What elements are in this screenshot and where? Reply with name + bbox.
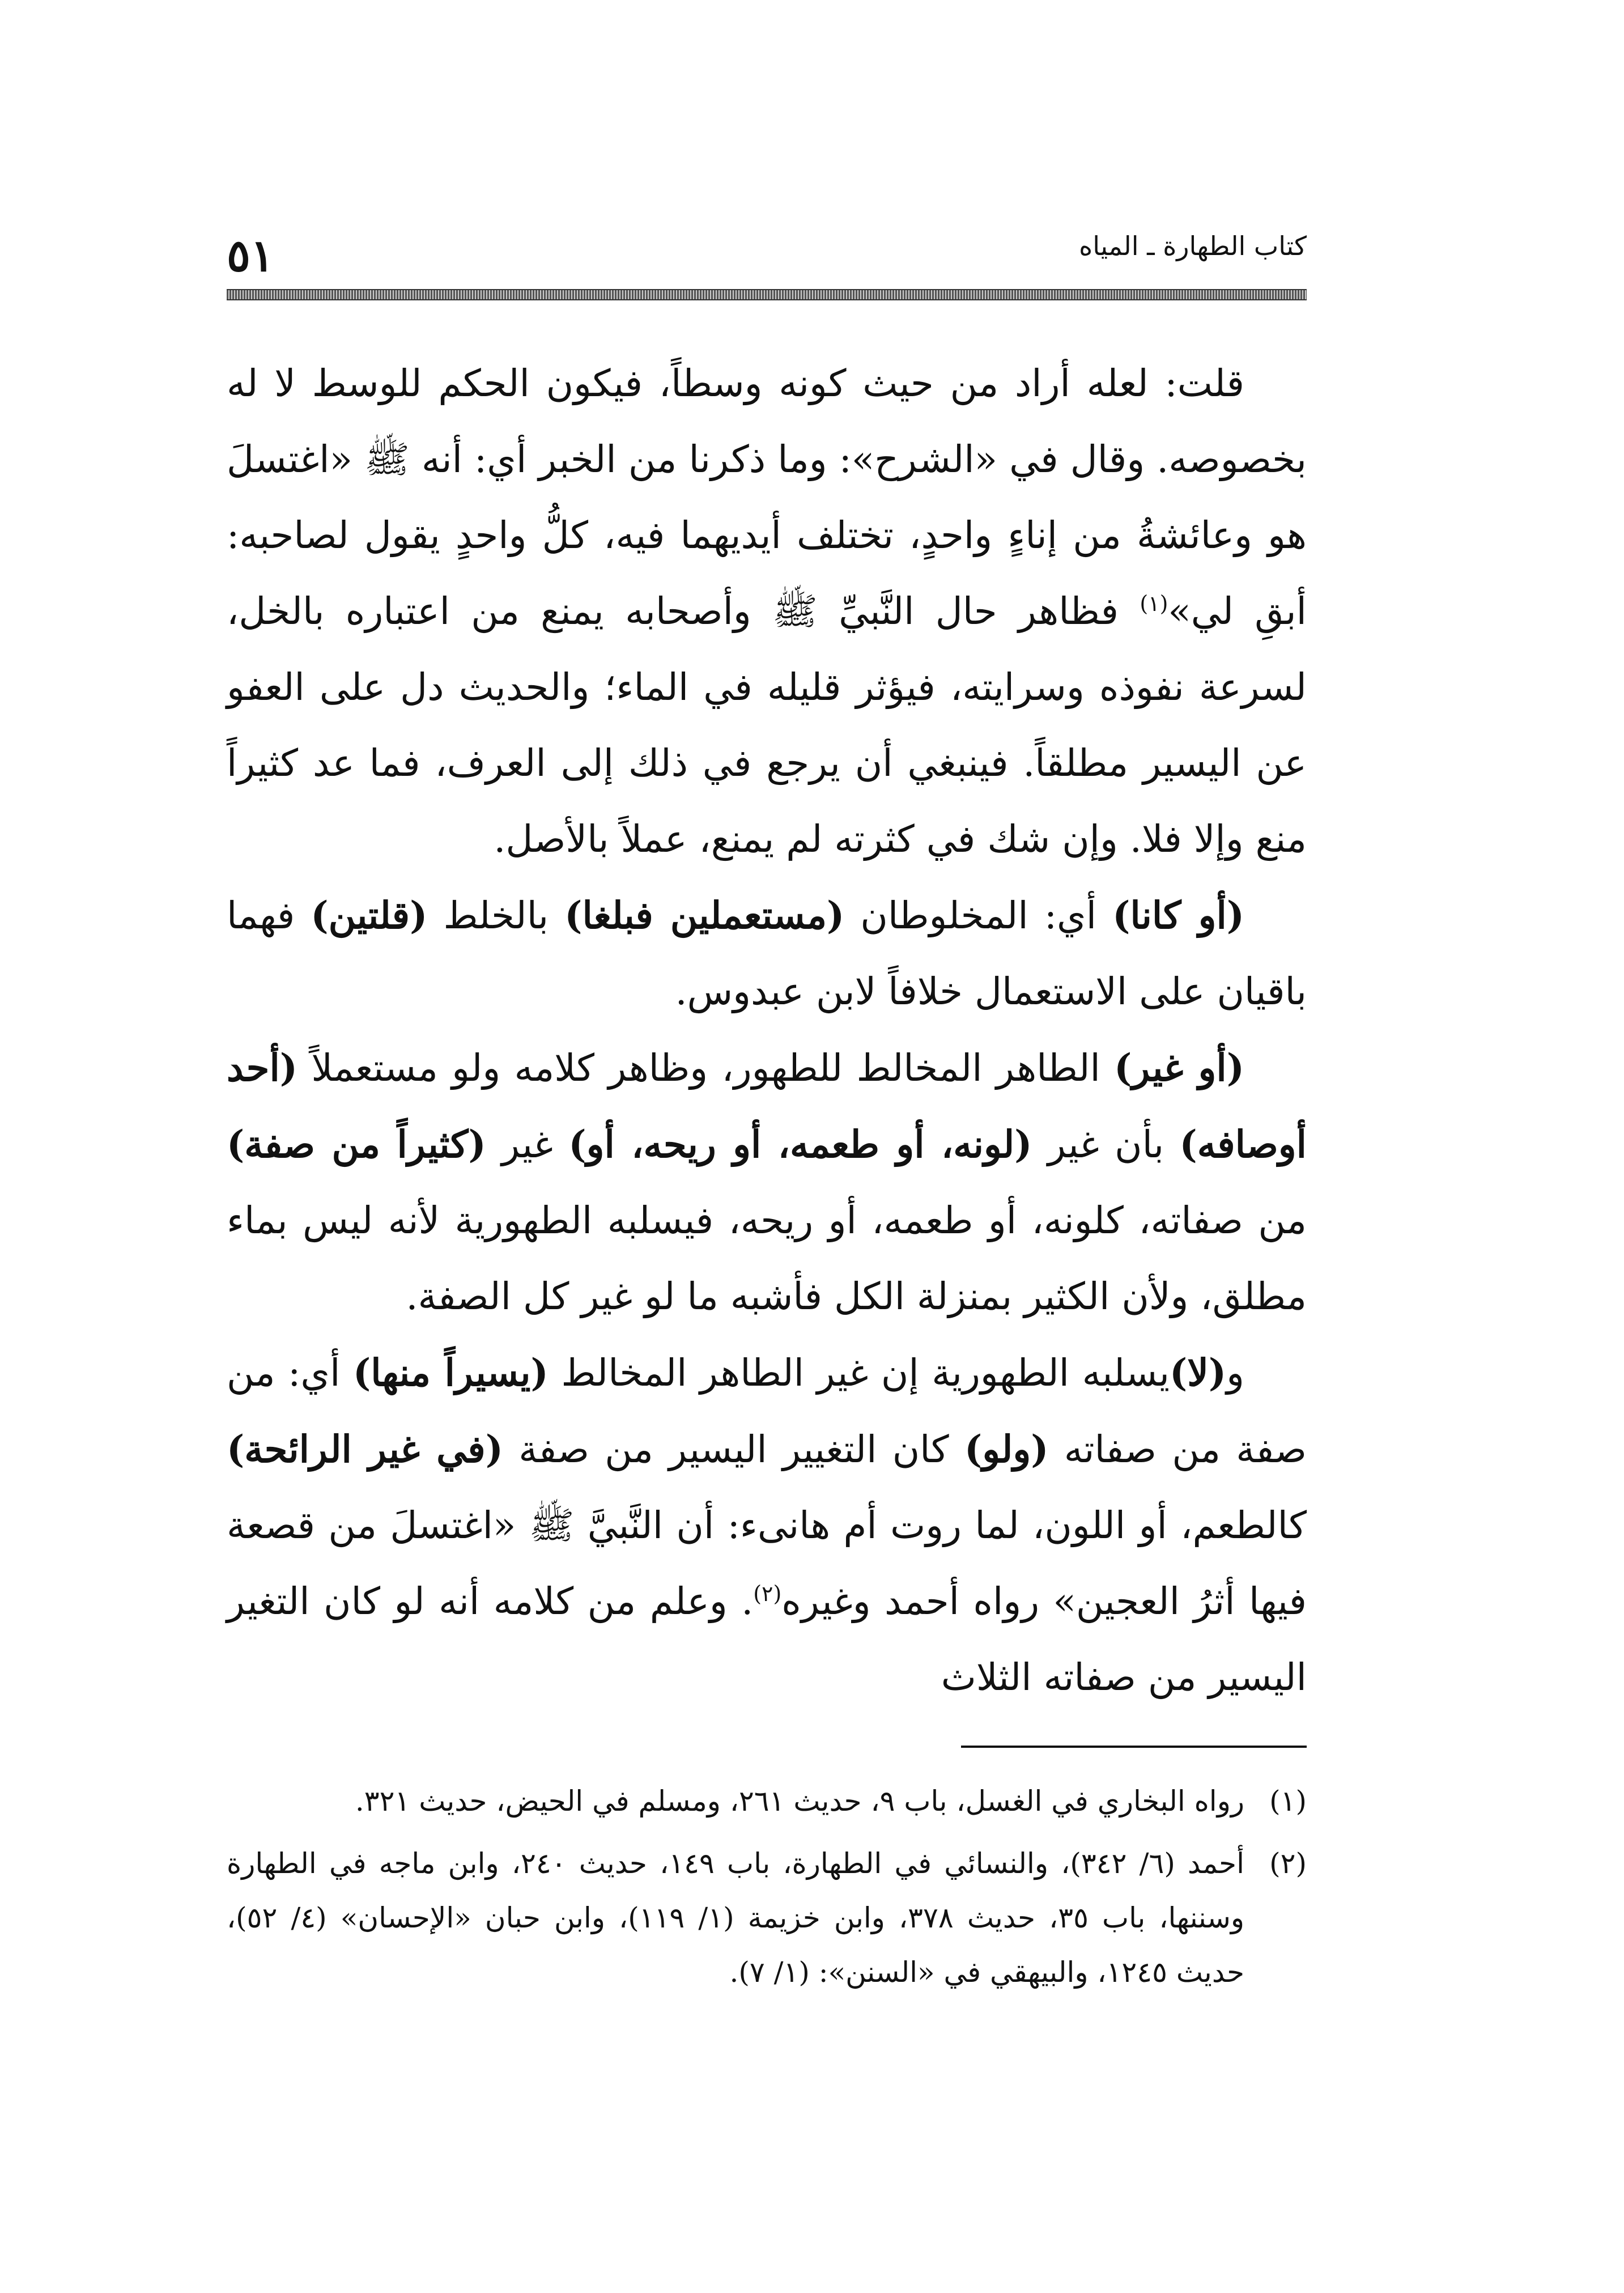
footnotes <box>227 1774 1307 2007</box>
text-run: بالخلط <box>427 894 565 937</box>
main-text <box>227 346 1307 1715</box>
matn-term: (لا) <box>1170 1351 1227 1395</box>
text-run: الطاهر المخالط للطهور، وظاهر كلامه ولو مستعملاً <box>297 1046 1115 1090</box>
footnote-2 <box>227 1836 1307 1999</box>
header-rule <box>227 289 1307 300</box>
matn-term: (يسيراً منها) <box>353 1351 549 1395</box>
matn-term: (أو غير) <box>1114 1046 1244 1090</box>
text-run: قلت: لعله أراد من حيث كونه وسطاً، فيكون الحكم للوسط لا له بخصوصه. وقال في «الشرح»: وما ذكرنا من الخبر أي: أنه ﷺ «اغتسلَ هو وعائشةُ من إناءٍ واحدٍ، تختلف أيديهما فيه، كلُّ واحدٍ يقول لصاحبه: أبقِ لي» <box>227 362 1307 633</box>
footnote-text: أحمد (٦/ ٣٤٢)، والنسائي في الطهارة، باب ١٤٩، حديث ٢٤٠، وابن ماجه في الطهارة وسننها، باب ٣٥، حديث ٣٧٨، وابن خزيمة (١/ ١١٩)، وابن حبان «الإحسان» (٤/ ٥٢)، حديث ١٢٤٥، والبيهقي في «السنن»: (١/ ٧). <box>227 1847 1244 1989</box>
text-run: بأن غير <box>1032 1123 1180 1166</box>
matn-term: (في غير الرائحة) <box>227 1427 503 1471</box>
paragraph-1 <box>227 346 1307 877</box>
footnote-text: رواه البخاري في الغسل، باب ٩، حديث ٢٦١، ومسلم في الحيض، حديث ٣٢١. <box>355 1785 1244 1818</box>
paragraph-2 <box>227 877 1307 1030</box>
text-run: من صفاته، كلونه، أو طعمه، أو ريحه، فيسلبه الطهورية لأنه ليس بماء مطلق، ولأن الكثير بمنزلة الكل فأشبه ما لو غير كل الصفة. <box>227 1199 1307 1318</box>
text-run: يسلبه الطهورية إن غير الطاهر المخالط <box>548 1351 1170 1395</box>
text-run: فظاهر حال النَّبيِّ ﷺ وأصحابه يمنع من اعتباره بالخل، لسرعة نفوذه وسرايته، فيؤثر قليله في الماء؛ والحديث دل على العفو عن اليسير مطلقاً. فينبغي أن يرجع في ذلك إلى العرف، فما عد كثيراً منع وإلا فلا. وإن شك في كثرته لم يمنع، عملاً بالأصل. <box>227 589 1307 861</box>
footnote-separator <box>961 1746 1307 1748</box>
matn-term: (لونه، أو طعمه، أو ريحه، أو) <box>568 1122 1032 1166</box>
matn-term: (أحد أوصافه) <box>227 1046 1307 1166</box>
page-header <box>227 230 1307 281</box>
text-run: غير <box>486 1123 569 1166</box>
footnote-1 <box>227 1774 1307 1828</box>
paragraph-4 <box>227 1335 1307 1715</box>
footnote-number: (١) <box>1269 1785 1307 1818</box>
matn-term: (أو كانا) <box>1112 893 1245 937</box>
text-run: كالطعم، أو اللون، لما روت أم هانىء: أن النَّبيَّ ﷺ «اغتسلَ من قصعة فيها أثرُ العجين» رواه أحمد وغيره <box>227 1504 1307 1623</box>
text-run: كان التغيير اليسير من صفة <box>503 1428 964 1471</box>
matn-term: (قلتين) <box>311 893 428 937</box>
text-run: و <box>1226 1351 1244 1395</box>
running-title: كتاب الطهارة ـ المياه <box>1079 231 1307 261</box>
matn-term: (مستعملين فبلغا) <box>564 893 845 937</box>
footnote-ref-2: (٢) <box>753 1581 782 1606</box>
matn-term: (ولو) <box>964 1427 1049 1471</box>
footnote-ref-1: (١) <box>1140 591 1168 616</box>
footnote-number: (٢) <box>1269 1847 1307 1880</box>
page-number: ٥١ <box>227 230 274 282</box>
text-run: أي: من صفة من صفاته <box>227 1351 1307 1471</box>
matn-term: (كثيراً من صفة) <box>227 1122 486 1166</box>
text-run: فهما باقيان على الاستعمال خلافاً لابن عبدوس. <box>227 894 1307 1013</box>
text-run: أي: المخلوطان <box>844 894 1113 937</box>
paragraph-3 <box>227 1030 1307 1335</box>
text-run: . وعلم من كلامه أنه لو كان التغير اليسير من صفاته الثلاث <box>227 1579 1307 1699</box>
